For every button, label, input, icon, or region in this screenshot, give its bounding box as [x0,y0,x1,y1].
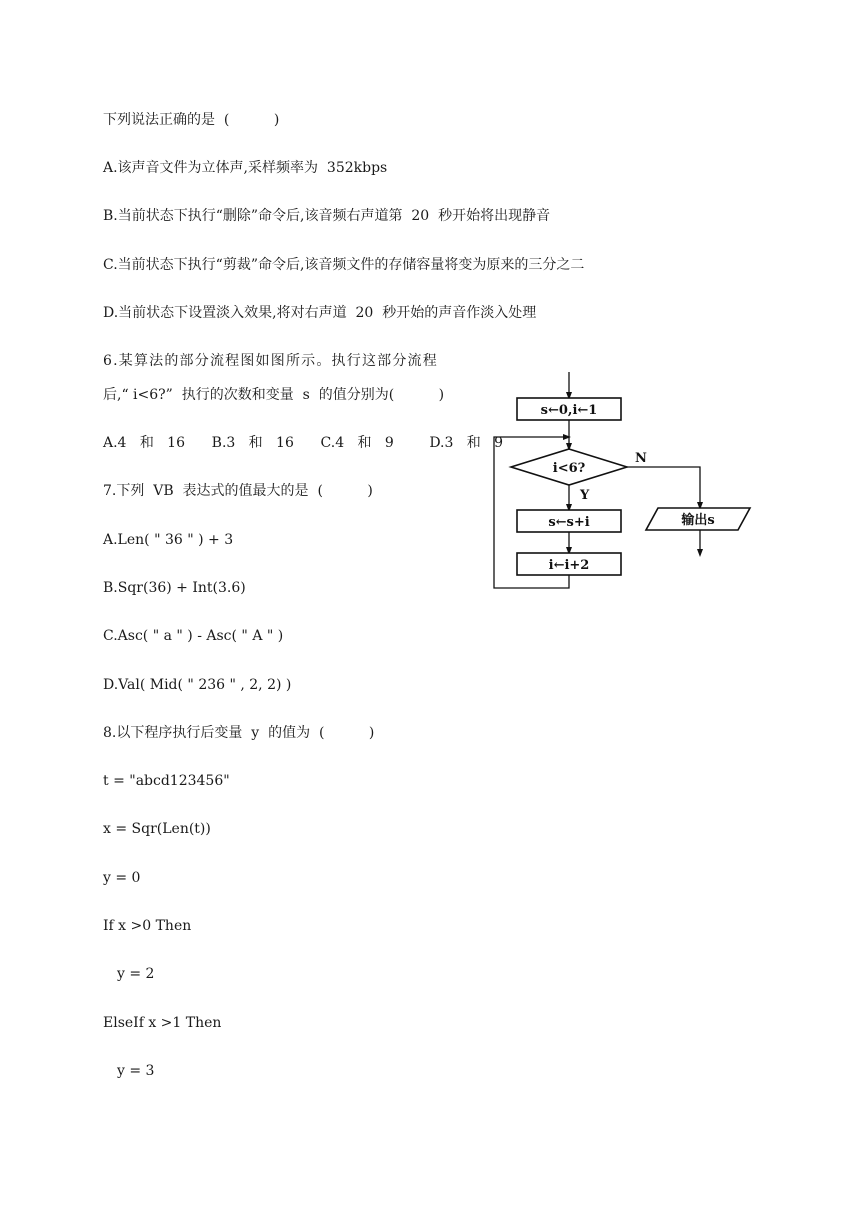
q5-option-d: D.当前状态下设置淡入效果,将对右声道 20 秒开始的声音作淡入处理 [103,305,537,321]
condition-text: i<6? [552,461,586,476]
q8-stem: 8.以下程序执行后变量 y 的值为 ( ) [103,725,375,741]
q6-stem-line2: 后,“ i<6?” 执行的次数和变量 s 的值分别为( ) [103,387,445,403]
output-text: 输出s [681,513,715,528]
flowchart [488,370,758,595]
q5-stem: 下列说法正确的是 ( ) [103,112,280,128]
q7-stem: 7.下列 VB 表达式的值最大的是 ( ) [103,483,373,499]
q5-option-a: A.该声音文件为立体声,采样频率为 352kbps [103,160,388,176]
init-text: s←0,i←1 [540,403,598,418]
q6-options: A.4 和 16 B.3 和 16 C.4 和 9 D.3 和 9 [103,435,504,451]
q8-code-line: y = 0 [103,870,141,886]
q8-code-line: y = 2 [117,966,155,982]
q8-code-line: t = "abcd123456" [103,773,230,789]
q6-stem-line1: 6.某算法的部分流程图如图所示。执行这部分流程 [103,353,438,369]
q7-option-d: D.Val( Mid( " 236 " , 2, 2) ) [103,677,292,693]
q7-option-a: A.Len( " 36 " ) + 3 [103,532,234,548]
q8-code-line: ElseIf x >1 Then [103,1015,222,1031]
step1-text: s←s+i [548,515,590,530]
q8-code-line: x = Sqr(Len(t)) [103,821,211,837]
q8-code-line: If x >0 Then [103,918,192,934]
q5-option-c: C.当前状态下执行“剪裁”命令后,该音频文件的存储容量将变为原来的三分之二 [103,257,585,273]
yes-label: Y [580,488,590,503]
no-label: N [635,451,647,466]
step2-text: i←i+2 [548,558,590,573]
q7-option-b: B.Sqr(36) + Int(3.6) [103,580,246,596]
q5-option-b: B.当前状态下执行“删除”命令后,该音频右声道第 20 秒开始将出现静音 [103,208,551,224]
q8-code-line: y = 3 [117,1063,155,1079]
q7-option-c: C.Asc( " a " ) - Asc( " A " ) [103,628,284,644]
